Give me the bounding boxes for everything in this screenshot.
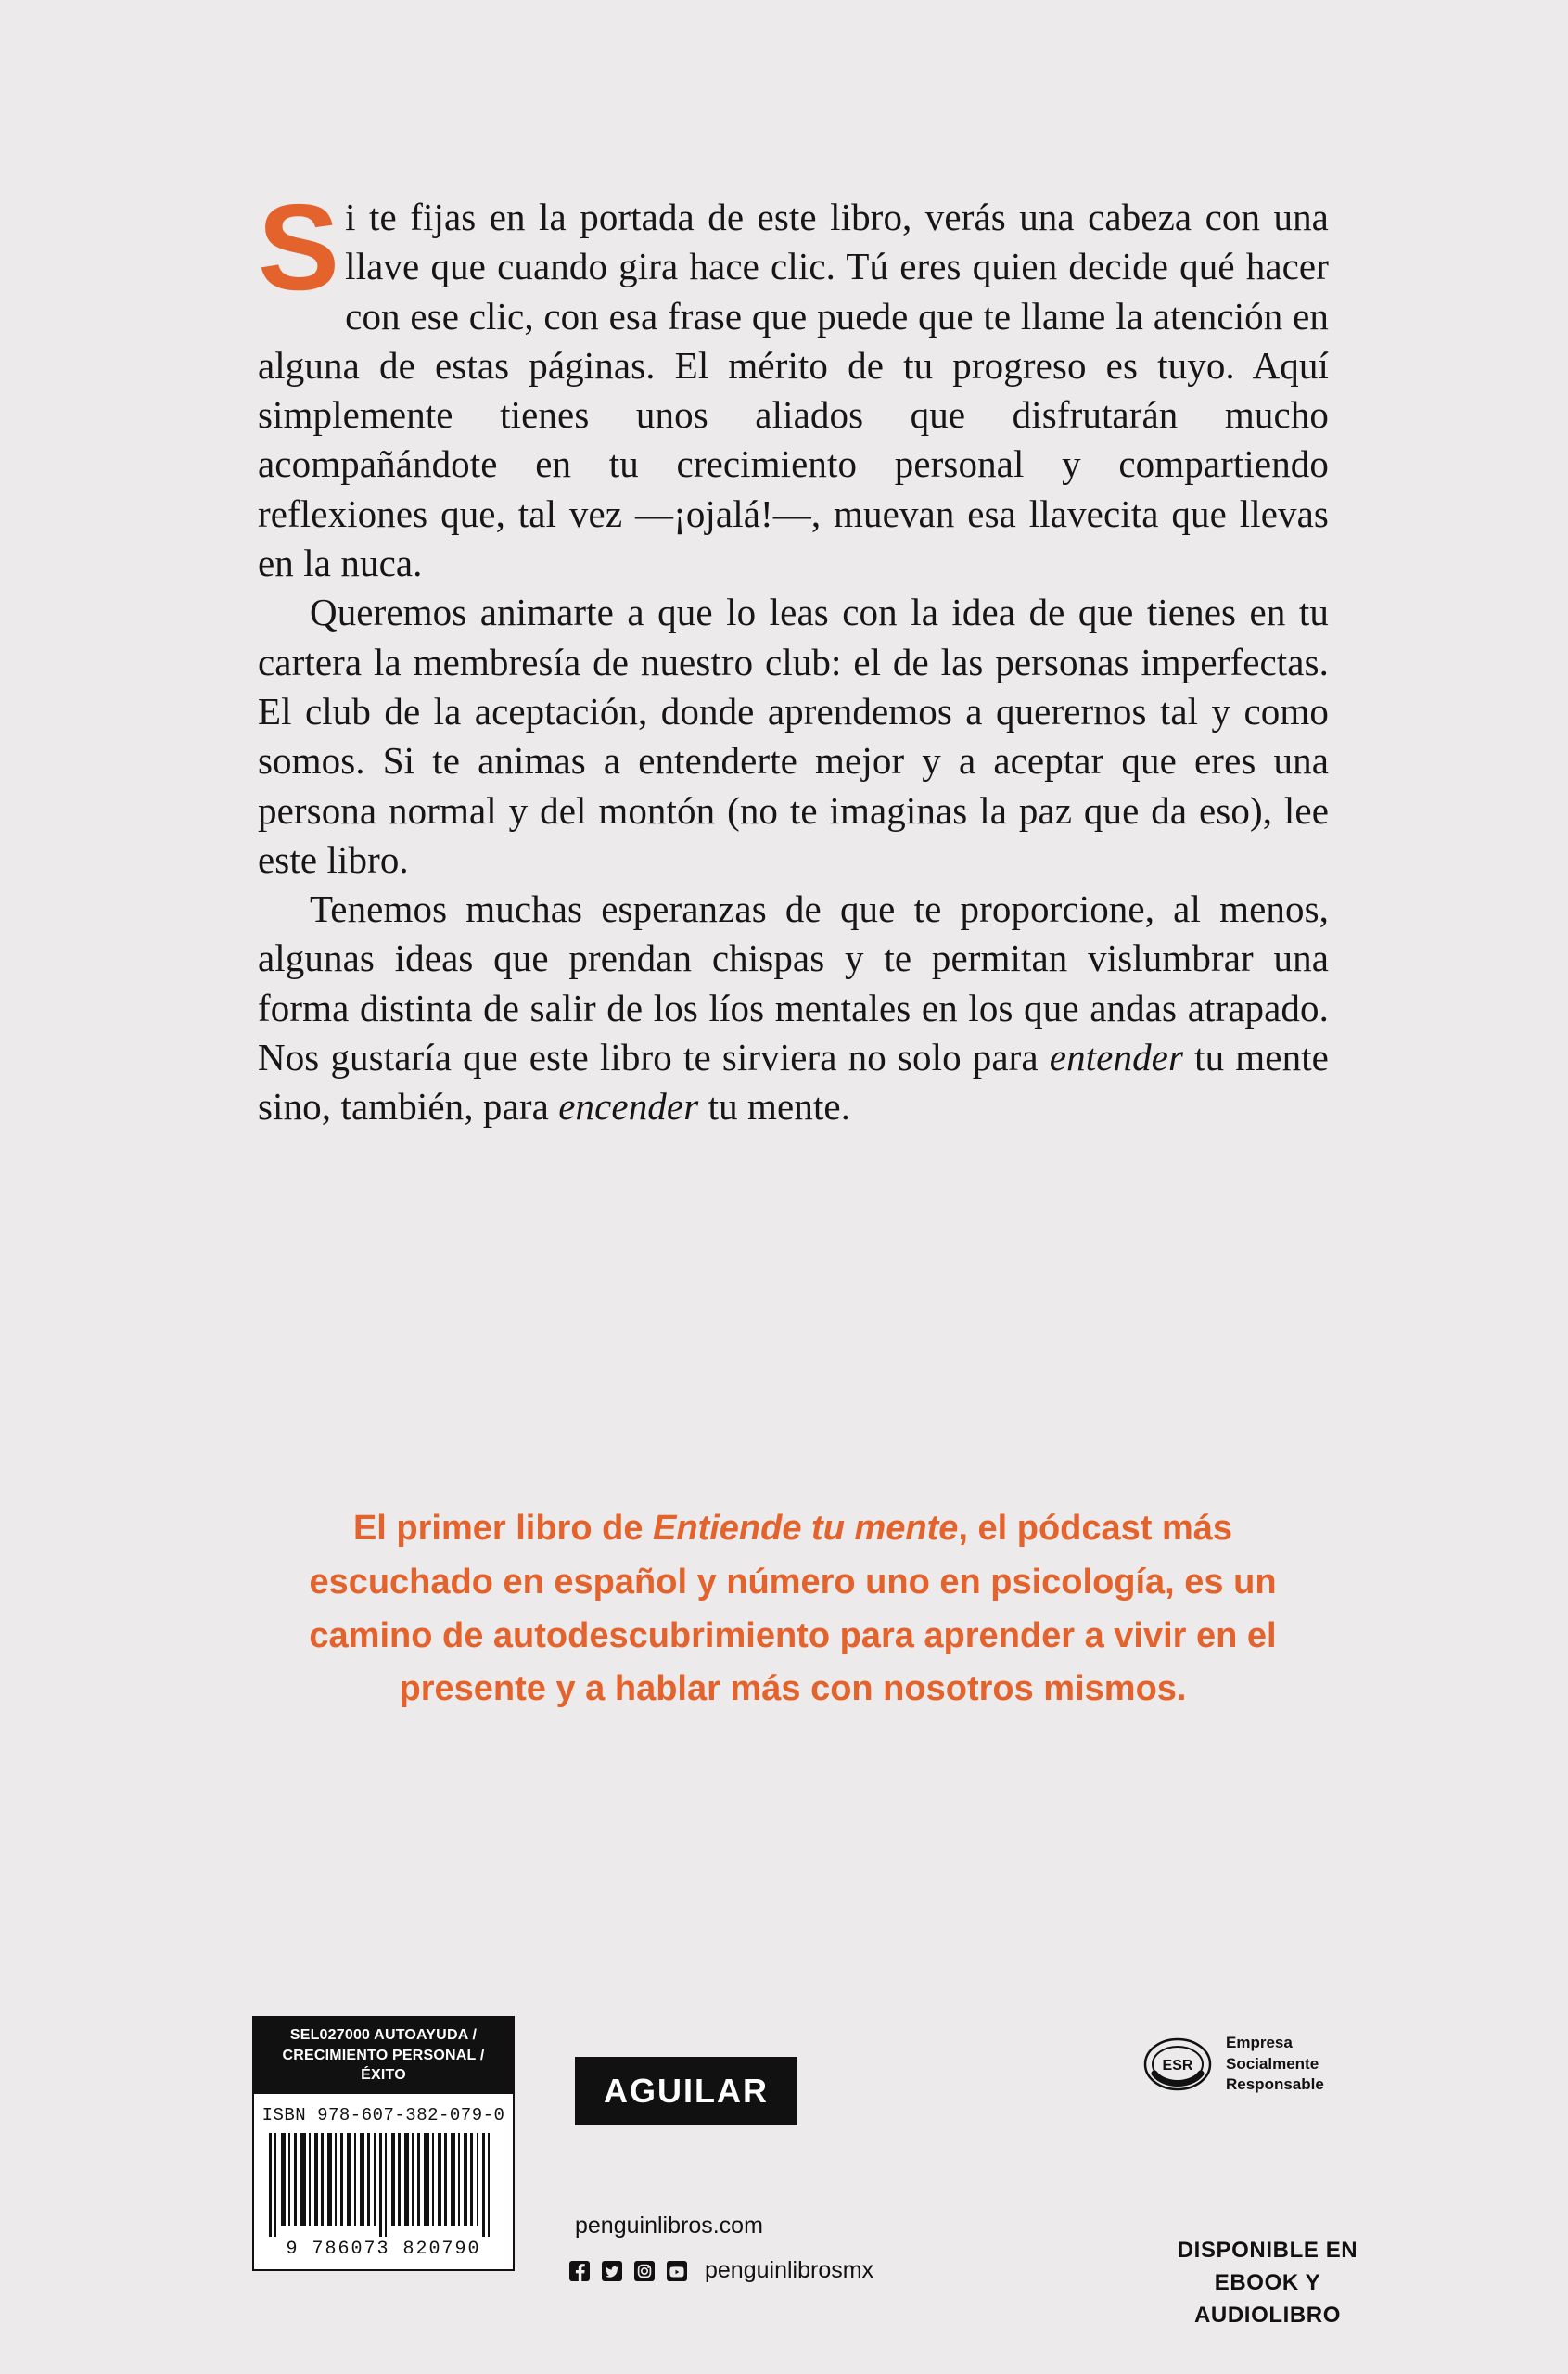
highlight-title-emphasis: Entiende tu mente bbox=[653, 1509, 959, 1548]
blurb-paragraph-2: Queremos animarte a que lo leas con la idea de que tienes en tu cartera la membresía de nuestro club: el de las personas imperfectas. El club de la aceptación, donde aprendemos a querernos tal y como somos. Si te animas a entenderte mejor y a aceptar que eres una persona normal y del montón (no te imaginas la paz que da eso), lee este libro. bbox=[258, 591, 1329, 881]
barcode-digits bbox=[254, 2237, 513, 2269]
blurb-paragraph-3-part1: Tenemos muchas esperanzas de que te proporcione, al menos, algunas ideas que prendan chispas y te permitan vislumbrar una forma distinta de salir de los líos mentales en los que andas atrapado. Nos gustaría que este libro te sirviera no solo para bbox=[258, 887, 1329, 1079]
barcode-icon bbox=[267, 2133, 499, 2237]
bisac-category-line2: CRECIMIENTO PERSONAL / ÉXITO bbox=[282, 2047, 485, 2084]
social-handle: penguinlibrosmx bbox=[705, 2257, 874, 2283]
esr-seal-text bbox=[1226, 2033, 1324, 2097]
highlight-paragraph bbox=[260, 1502, 1326, 1717]
availability-note bbox=[1152, 2235, 1383, 2331]
publisher-logo-text: AGUILAR bbox=[604, 2072, 769, 2110]
facebook-icon[interactable] bbox=[567, 2259, 592, 2283]
social-media-row bbox=[567, 2257, 873, 2284]
bisac-category bbox=[254, 2018, 513, 2094]
blurb-paragraph-3-part3: tu mente. bbox=[698, 1085, 851, 1129]
esr-line3: Responsable bbox=[1226, 2075, 1324, 2094]
svg-text:ESR: ESR bbox=[1162, 2058, 1193, 2074]
publisher-logo-aguilar bbox=[575, 2057, 797, 2125]
blurb-emphasis-encender: encender bbox=[558, 1085, 699, 1129]
blurb-emphasis-entender: entender bbox=[1049, 1036, 1184, 1079]
barcode-digits-text: 9 786073 820790 bbox=[286, 2238, 481, 2260]
blurb-paragraph-3-part2: tu mente sino, también, para bbox=[258, 1036, 1329, 1129]
isbn-barcode-box bbox=[252, 2016, 515, 2271]
cover-footer bbox=[0, 1994, 1568, 2374]
twitter-icon[interactable] bbox=[600, 2259, 624, 2283]
highlight-part2: , el pódcast más escuchado en español y número uno en psicología, es un camino de autodescubrimiento para aprender a vivir en el presente y a hablar más con nosotros mismos. bbox=[309, 1509, 1277, 1709]
blurb-paragraph-1 bbox=[258, 179, 1329, 588]
bisac-category-line1: SEL027000 AUTOAYUDA / bbox=[289, 2027, 478, 2043]
esr-line2: Socialmente bbox=[1226, 2054, 1319, 2073]
blurb-paragraph-3 bbox=[258, 885, 1329, 1131]
blurb-paragraph-1-text: i te fijas en la portada de este libro, verás una cabeza con una llave que cuando gira hace clic. Tú eres quien decide qué hacer con ese clic, con esa frase que puede que te llame la atención en alguna de estas páginas. El mérito de tu progreso es tuyo. Aquí simplemente tienes unos aliados que disfrutarán mucho acompañándote en tu crecimiento personal y compartiendo reflexiones que, tal vez —¡ojalá!—, muevan esa llavecita que llevas en la nuca. bbox=[258, 196, 1329, 585]
availability-line1: DISPONIBLE EN bbox=[1177, 2238, 1358, 2263]
youtube-icon[interactable] bbox=[665, 2259, 689, 2283]
esr-seal-icon bbox=[1142, 2029, 1213, 2100]
instagram-icon[interactable] bbox=[632, 2259, 657, 2283]
drop-cap: S bbox=[258, 179, 340, 315]
esr-line1: Empresa bbox=[1226, 2033, 1293, 2051]
publisher-website[interactable]: penguinlibros.com bbox=[575, 2213, 763, 2239]
esr-seal-block bbox=[1142, 2029, 1324, 2100]
highlight-part1: El primer libro de bbox=[352, 1509, 654, 1548]
availability-line2: EBOOK Y AUDIOLIBRO bbox=[1194, 2269, 1341, 2328]
isbn-number: ISBN 978-607-382-079-0 bbox=[261, 2104, 505, 2125]
blurb-text-block bbox=[258, 179, 1329, 1132]
